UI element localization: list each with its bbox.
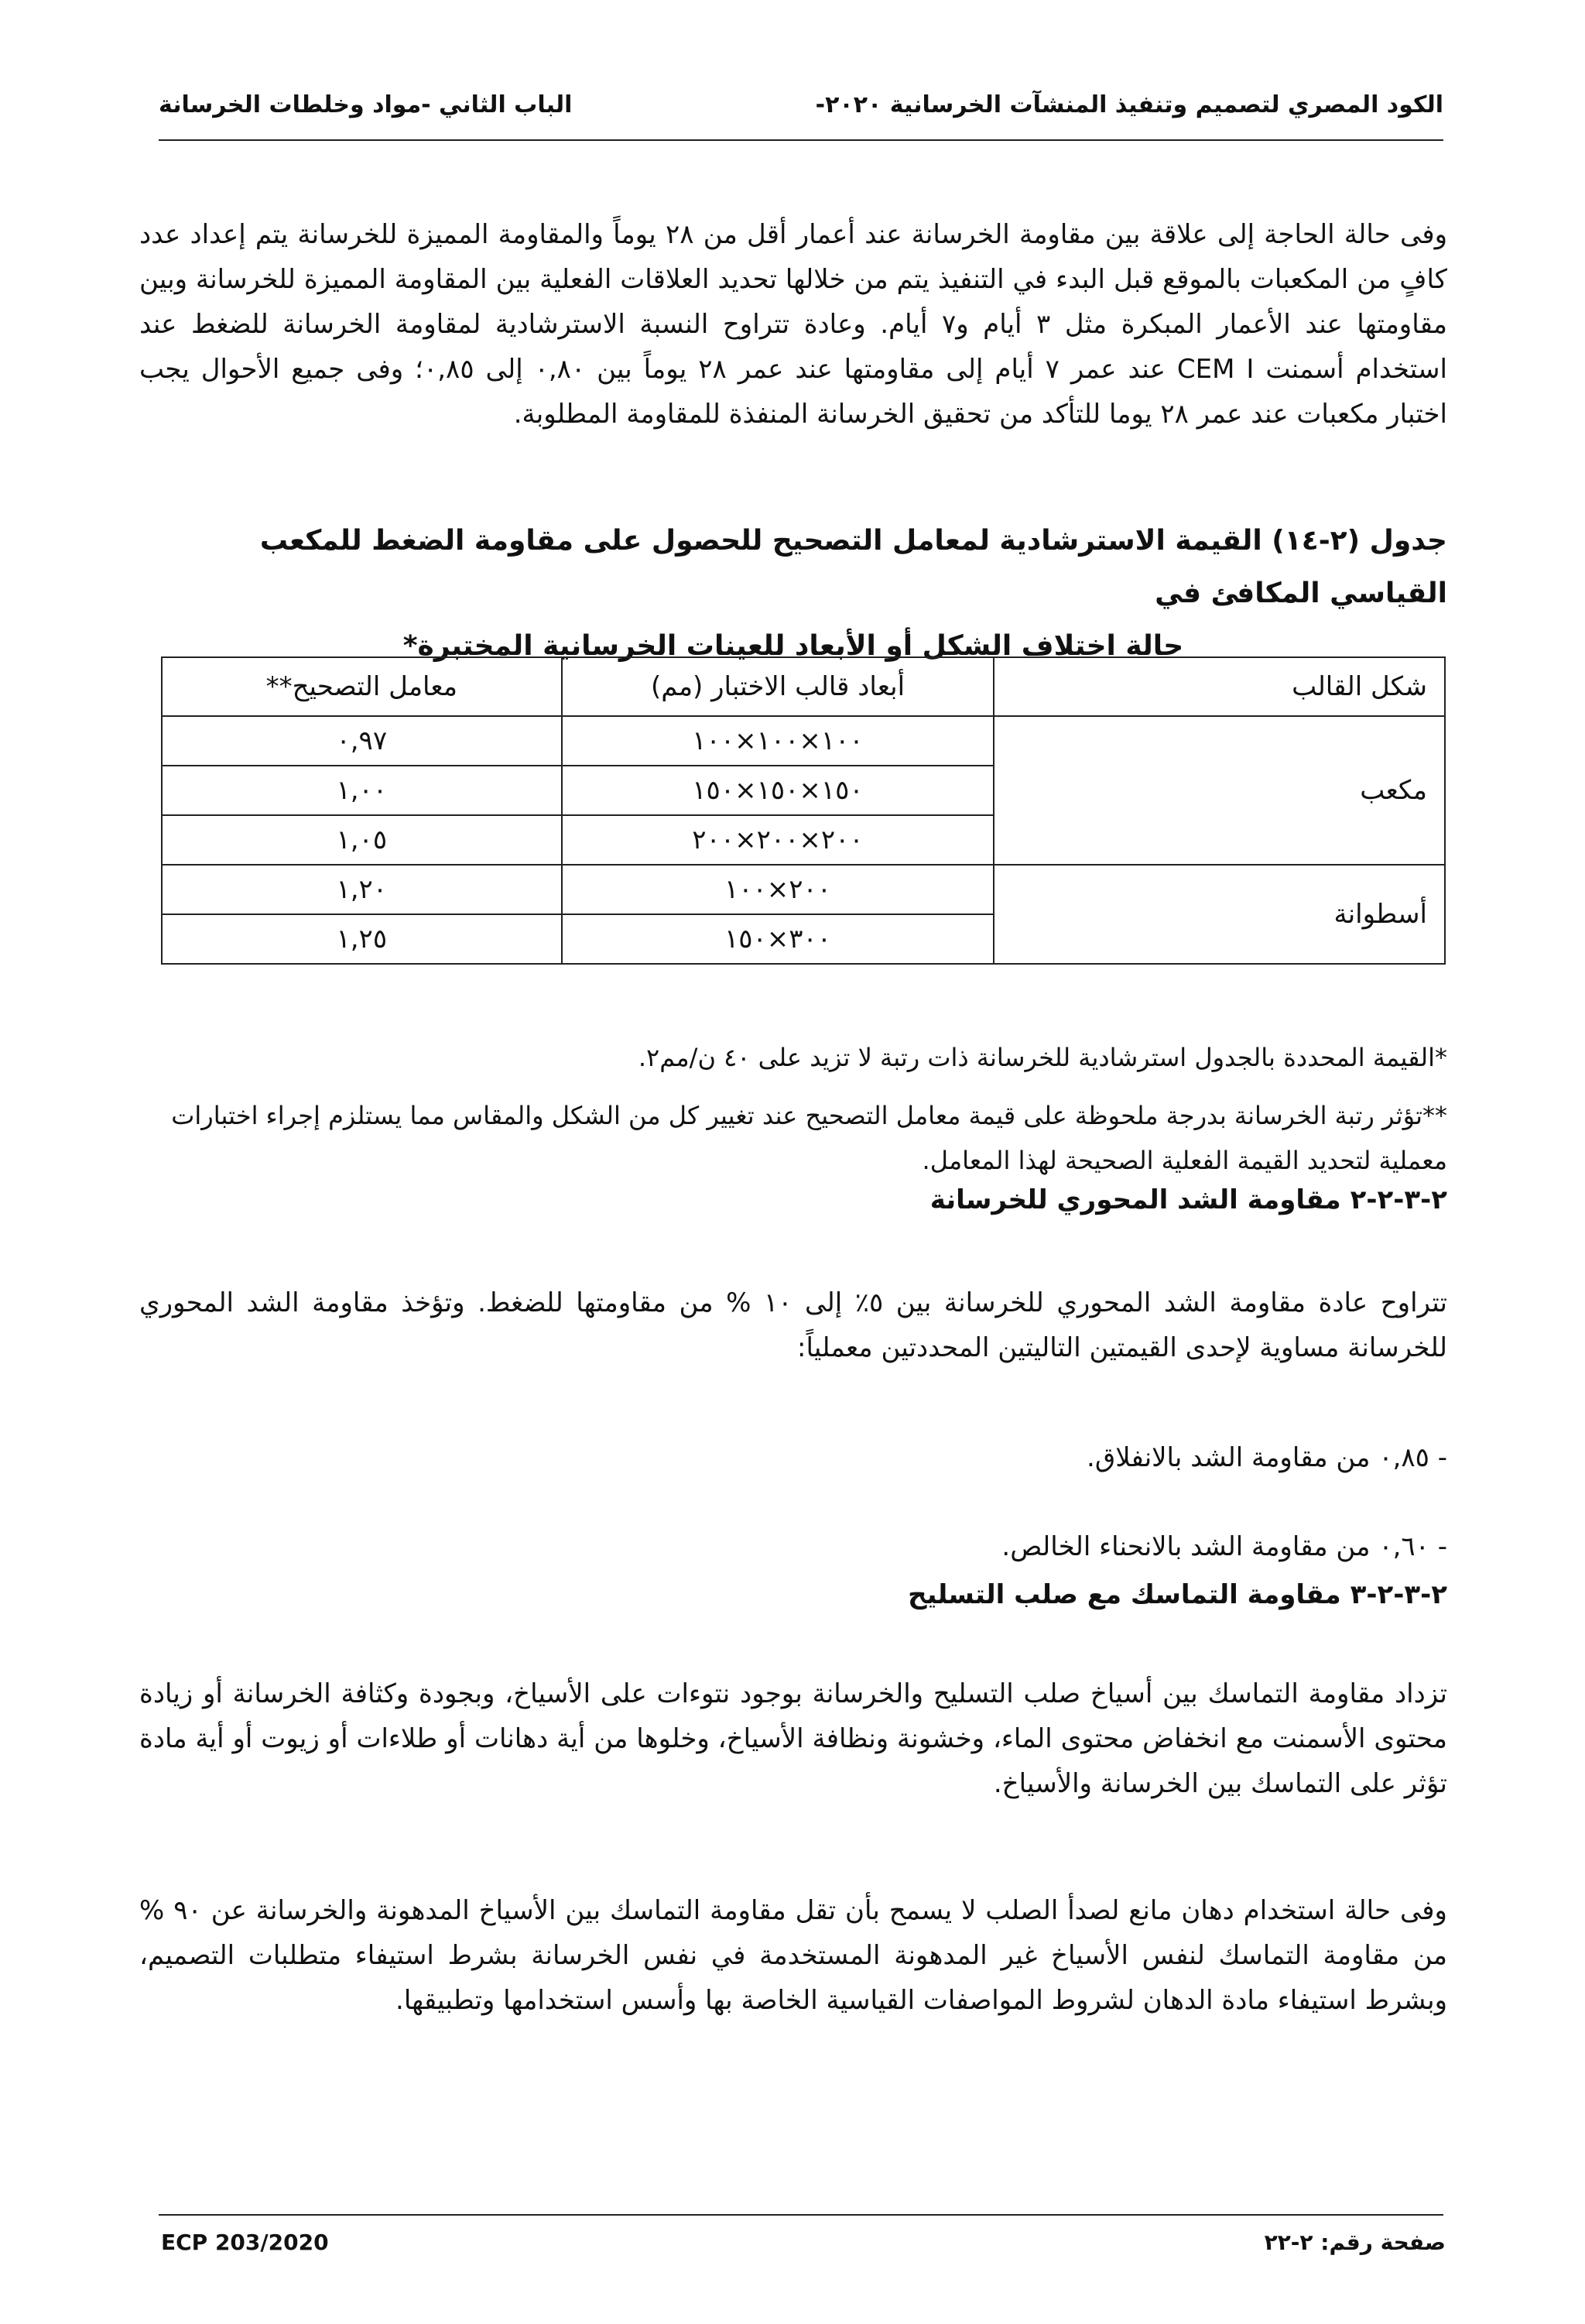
footer-code: ECP 203/2020 (161, 2230, 329, 2255)
header-divider (159, 139, 1443, 141)
header-dimensions: أبعاد قالب الاختبار (مم) (562, 657, 994, 716)
cell-factor: ١,٠٥ (162, 815, 562, 865)
section-heading-axial-tension: ٢-٣-٢-٢ مقاومة الشد المحوري للخرسانة (929, 1184, 1447, 1215)
cell-factor: ١,٢٥ (162, 914, 562, 964)
cell-factor: ١,٢٠ (162, 865, 562, 914)
header-code-title: الكود المصري لتصميم وتنفيذ المنشآت الخرسانية ٢٠٢٠- (815, 91, 1443, 118)
correction-factor-table (161, 656, 1446, 965)
table-note-2: **تؤثر رتبة الخرسانة بدرجة ملحوظة على قيمة معامل التصحيح عند تغيير كل من الشكل والمقاس مما يستلزم إجراء اختبارات معملية لتحديد القيمة الفعلية الصحيحة لهذا المعامل. (171, 1101, 1447, 1175)
header-chapter-title: الباب الثاني -مواد وخلطات الخرسانة (159, 91, 573, 118)
paragraph-axial-tension: تتراوح عادة مقاومة الشد المحوري للخرسانة بين ٥٪ إلى ١٠ % من مقاومتها للضغط. وتؤخذ مقاومة الشد المحوري للخرسانة مساوية لإحدى القيمتين التاليتين المحددتين معملياً: (139, 1287, 1447, 1363)
cell-dimensions: ٢٠٠×٢٠٠×٢٠٠ (562, 815, 994, 865)
paragraph-early-age-strength: وفى حالة الحاجة إلى علاقة بين مقاومة الخرسانة عند أعمار أقل من ٢٨ يوماً والمقاومة المميزة للخرسانة يتم إعداد عدد كافٍ من المكعبات بالموقع قبل البدء في التنفيذ يتم من خلالها تحديد العلاقات الفعلية بين المقاومة المميزة للخرسانة وبين مقاومتها عند الأعمار المبكرة مثل ٣ أيام و٧ أيام. وعادة تتراوح النسبة الاسترشادية لمقاومة الخرسانة للضغط عند استخدام أسمنت CEM I عند عمر ٧ أيام إلى مقاومتها عند عمر ٢٨ يوماً بين ٠,٨٠ إلى ٠,٨٥؛ وفى جميع الأحوال يجب اختبار مكعبات عند عمر ٢٨ يوما للتأكد من تحقيق الخرسانة المنفذة للمقاومة المطلوبة. (139, 219, 1448, 430)
header-factor: معامل التصحيح** (162, 657, 562, 716)
paragraph-bond-2: وفى حالة استخدام دهان مانع لصدأ الصلب لا يسمح بأن تقل مقاومة التماسك بين الأسياخ المدهونة والخرسانة عن ٩٠ % من مقاومة التماسك لنفس الأسياخ غير المدهونة المستخدمة في نفس الخرسانة بشرط استيفاء متطلبات التصميم، وبشرط استيفاء مادة الدهان لشروط المواصفات القياسية الخاصة بها وأسس استخدامها وتطبيقها. (139, 1895, 1447, 2016)
cell-dimensions: ١٠٠×١٠٠×١٠٠ (562, 716, 994, 766)
table-caption-line2: حالة اختلاف الشكل أو الأبعاد للعينات الخرسانية المختبرة* (402, 630, 1184, 662)
bullet-flexure: - ٠,٦٠ من مقاومة الشد بالانحناء الخالص. (1001, 1531, 1447, 1562)
table-header-row (162, 657, 1445, 716)
table-note-1: *القيمة المحددة بالجدول استرشادية للخرسانة ذات رتبة لا تزيد على ٤٠ ن/مم٢. (638, 1043, 1447, 1072)
cell-factor: ٠,٩٧ (162, 716, 562, 766)
cell-factor: ١,٠٠ (162, 766, 562, 815)
cell-dimensions: ١٥٠×١٥٠×١٥٠ (562, 766, 994, 815)
table-caption-line1: جدول (٢-١٤) القيمة الاسترشادية لمعامل التصحيح للحصول على مقاومة الضغط للمكعب القياسي المكافئ في (259, 525, 1447, 609)
table-row (162, 865, 1445, 914)
shape-cube: مكعب (994, 716, 1445, 865)
footer-page-number: صفحة رقم: ٢-٢٢ (1264, 2230, 1446, 2255)
table-caption (139, 515, 1447, 673)
table-row (162, 716, 1445, 766)
shape-cylinder: أسطوانة (994, 865, 1445, 964)
paragraph-bond-1: تزداد مقاومة التماسك بين أسياخ صلب التسليح والخرسانة بوجود نتوءات على الأسياخ، وبجودة وكثافة الخرسانة أو زيادة محتوى الأسمنت مع انخفاض محتوى الماء، وخشونة ونظافة الأسياخ، وخلوها من أية دهانات أو طلاءات أو زيوت أو أية مادة تؤثر على التماسك بين الخرسانة والأسياخ. (139, 1678, 1447, 1799)
section-heading-bond: ٢-٣-٢-٣ مقاومة التماسك مع صلب التسليح (908, 1579, 1447, 1610)
page-header (159, 85, 1443, 132)
cell-dimensions: ٣٠٠×١٥٠ (562, 914, 994, 964)
cell-dimensions: ٢٠٠×١٠٠ (562, 865, 994, 914)
header-shape: شكل القالب (994, 657, 1445, 716)
footer-divider (159, 2214, 1443, 2216)
bullet-splitting: - ٠,٨٥ من مقاومة الشد بالانفلاق. (1087, 1442, 1447, 1473)
